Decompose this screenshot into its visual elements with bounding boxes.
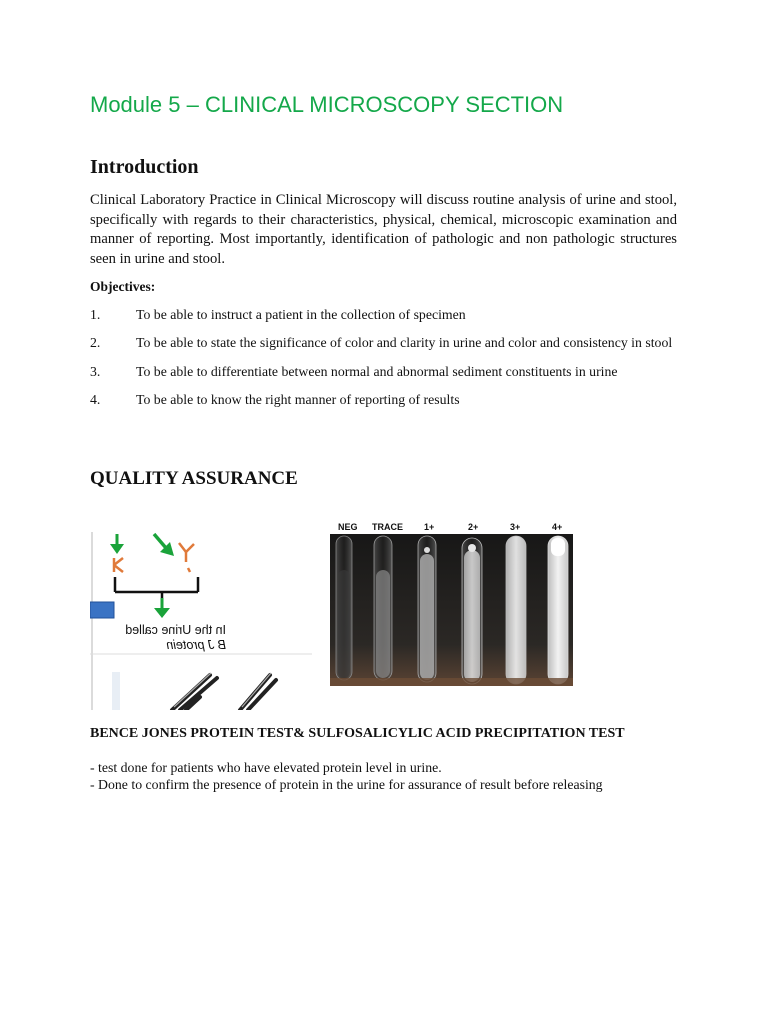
pipettes-icon [172, 675, 276, 710]
objective-text: To be able to instruct a patient in the collection of specimen [136, 307, 466, 322]
objective-number: 1. [90, 307, 101, 322]
diagram-svg [90, 532, 312, 710]
bracket-connector [115, 577, 198, 600]
test-tube-2plus [462, 538, 482, 684]
label-strip [330, 520, 573, 534]
tube-label-neg: NEG [338, 522, 358, 532]
test-tube-3plus [506, 536, 526, 684]
tube-label-2plus: 2+ [468, 522, 479, 532]
tube-label-4plus: 4+ [552, 522, 563, 532]
bence-jones-bullet: - Done to confirm the presence of protein in the urine for assurance of result before releasing [90, 777, 603, 792]
quality-assurance-heading: QUALITY ASSURANCE [90, 468, 298, 489]
antibody-fragment-icon [114, 558, 123, 572]
objectives-label: Objectives: [90, 279, 156, 294]
objective-text: To be able to know the right manner of reporting of results [136, 392, 460, 407]
objective-number: 2. [90, 335, 101, 350]
green-arrow-icon [110, 534, 124, 554]
antibody-icon [179, 543, 194, 572]
blue-box [90, 602, 114, 618]
objective-number: 4. [90, 392, 101, 407]
bence-jones-heading: BENCE JONES PROTEIN TEST& SULFOSALICYLIC ACID PRECIPITATION TEST [90, 726, 625, 741]
caption-line-1: In the Urine called [125, 623, 226, 637]
tube-label-trace: TRACE [372, 522, 403, 532]
light-strip [112, 672, 120, 710]
green-diagonal-arrow-icon [154, 534, 174, 556]
tube-label-3plus: 3+ [510, 522, 521, 532]
test-tube-1plus [418, 536, 436, 682]
mirrored-caption [125, 623, 226, 652]
introduction-heading: Introduction [90, 156, 199, 178]
tube-label-1plus: 1+ [424, 522, 435, 532]
test-tube-4plus [548, 536, 568, 684]
test-tube-neg [336, 536, 352, 680]
module-title: Module 5 – CLINICAL MICROSCOPY SECTION [90, 92, 564, 117]
tube-rack-base [330, 678, 573, 686]
precipitation-tubes-photo [330, 520, 573, 686]
objective-number: 3. [90, 364, 101, 379]
objective-text: To be able to state the significance of color and clarity in urine and color and consistency in stool [136, 335, 673, 350]
bence-jones-bullet: - test done for patients who have elevated protein level in urine. [90, 760, 442, 775]
caption-line-2: B J protein [166, 638, 226, 652]
photo-background [330, 520, 573, 686]
introduction-paragraph: Clinical Laboratory Practice in Clinical Microscopy will discuss routine analysis of urine and stool, specifically with regards to their characteristics, physical, chemical, microscopic examination and manner of reporting. Most importantly, identification of pathologic and non pathologic structures seen in urine and stool. [90, 192, 677, 267]
bence-jones-diagram [90, 532, 312, 710]
test-tube-trace [374, 536, 392, 680]
objective-text: To be able to differentiate between normal and abnormal sediment constituents in urine [136, 364, 618, 379]
green-down-arrow-icon [154, 598, 170, 618]
tubes-svg [330, 520, 573, 686]
